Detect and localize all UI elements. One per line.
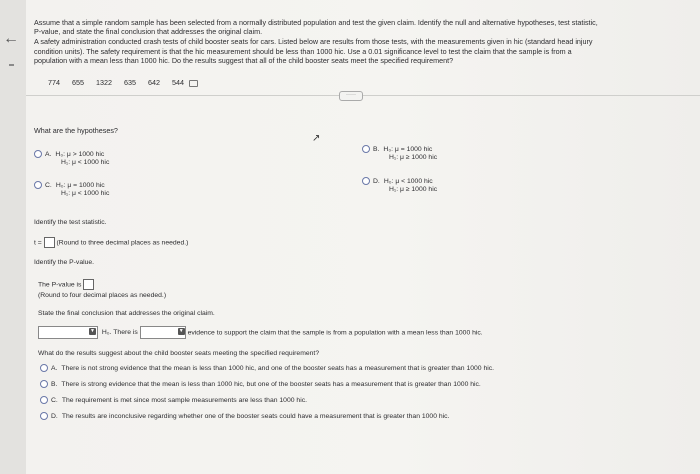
option-letter: D.	[51, 412, 58, 420]
radio-button[interactable]	[40, 380, 48, 388]
conclusion-row	[38, 326, 483, 339]
p-value-prompt: Identify the P-value.	[34, 259, 95, 266]
option-letter: C.	[45, 181, 52, 189]
alt-hypothesis: H₁: μ ≥ 1000 hic	[389, 153, 438, 161]
hypothesis-option-b[interactable]	[362, 145, 437, 162]
data-value: 544	[172, 78, 184, 87]
rounding-hint: (Round to four decimal places as needed.)	[38, 292, 167, 299]
radio-button[interactable]	[34, 181, 42, 189]
null-hypothesis: H₀: μ > 1000 hic	[55, 150, 105, 158]
p-value-row	[38, 279, 94, 290]
radio-button[interactable]	[40, 364, 48, 372]
alt-hypothesis: H₁: μ ≥ 1000 hic	[389, 185, 438, 193]
radio-button[interactable]	[40, 396, 48, 404]
question-intro	[34, 18, 694, 65]
intro-line: A safety administration conducted crash tests of child booster seats for cars. Listed below are results from those tests, with the measurements given in hic (standard head injury	[34, 37, 593, 47]
test-statistic-prompt: Identify the test statistic.	[34, 219, 107, 226]
data-value: 1322	[96, 78, 112, 87]
copy-data-icon[interactable]	[189, 80, 198, 87]
rounding-hint: (Round to three decimal places as needed.)	[56, 239, 189, 247]
requirement-option-d[interactable]	[40, 412, 449, 421]
null-hypothesis: H₀: μ = 1000 hic	[383, 145, 433, 153]
h0-label: H₀. There is	[101, 329, 138, 337]
dropdown-arrow-icon: ▼	[178, 328, 184, 334]
null-hypothesis: H₀: μ = 1000 hic	[55, 181, 105, 189]
requirement-option-a[interactable]	[40, 364, 494, 373]
null-hypothesis: H₀: μ < 1000 hic	[383, 177, 433, 185]
option-text: There is strong evidence that the mean is less than 1000 hic, but one of the booster seats has a measurement that is greater than 1000 hic.	[61, 380, 481, 388]
hypothesis-option-a[interactable]	[34, 150, 109, 167]
option-letter: B.	[373, 145, 380, 153]
hypotheses-prompt: What are the hypotheses?	[34, 126, 118, 135]
option-text: There is not strong evidence that the mean is less than 1000 hic, and one of the booster seats has a measurement that is greater than 1000 hic.	[61, 364, 495, 372]
radio-button[interactable]	[34, 150, 42, 158]
conclusion-tail: evidence to support the claim that the sample is from a population with a mean less than 1000 hic.	[187, 329, 483, 337]
option-letter: A.	[45, 150, 52, 158]
radio-button[interactable]	[362, 177, 370, 185]
intro-line: condition units). The safety requirement is that the hic measurement should be less than 1000 hic. Use a 0.01 significance level to test the claim that the sample is from a	[34, 46, 572, 56]
requirement-prompt: What do the results suggest about the child booster seats meeting the specified requirement?	[38, 350, 320, 357]
test-statistic-row	[34, 237, 188, 248]
back-arrow-icon[interactable]: ←	[3, 30, 19, 47]
reject-decision-select[interactable]	[38, 326, 98, 339]
mouse-cursor-icon: ↗	[312, 133, 321, 144]
requirement-option-b[interactable]	[40, 380, 481, 389]
option-letter: C.	[51, 396, 58, 404]
data-value: 642	[148, 78, 160, 87]
radio-button[interactable]	[40, 412, 48, 420]
hypothesis-option-d[interactable]	[362, 177, 437, 194]
left-nav-bar	[0, 0, 26, 474]
p-value-input[interactable]	[83, 279, 94, 290]
intro-line: Assume that a simple random sample has been selected from a normally distributed population and test the given claim. Identify the null and alternative hypotheses, test statistic,	[34, 18, 598, 27]
question-panel	[26, 0, 700, 474]
requirement-option-c[interactable]	[40, 396, 307, 405]
intro-line: population with a mean less than 1000 hic. Do the results suggest that all of the child booster seats meet the specified requirement?	[34, 55, 454, 65]
p-value-label: The P-value is	[38, 281, 82, 289]
radio-button[interactable]	[362, 145, 370, 153]
collapse-dash-icon[interactable]	[9, 64, 14, 66]
alt-hypothesis: H₁: μ < 1000 hic	[61, 158, 110, 166]
conclusion-prompt: State the final conclusion that addresses the original claim.	[38, 310, 215, 317]
data-values-row	[48, 78, 208, 87]
section-divider	[26, 95, 700, 96]
expand-more-button[interactable]: ·····	[339, 91, 363, 101]
t-label: t =	[34, 239, 42, 247]
evidence-select[interactable]	[140, 326, 186, 339]
test-statistic-input[interactable]	[44, 237, 55, 248]
data-value: 774	[48, 78, 60, 87]
option-letter: B.	[51, 380, 58, 388]
option-letter: D.	[373, 177, 380, 185]
dropdown-arrow-icon: ▼	[90, 328, 95, 334]
option-text: The requirement is met since most sample measurements are less than 1000 hic.	[61, 396, 307, 404]
intro-line: P-value, and state the final conclusion that addresses the original claim.	[34, 27, 263, 37]
hypothesis-option-c[interactable]	[34, 181, 109, 198]
data-value: 635	[124, 78, 136, 87]
option-letter: A.	[51, 364, 58, 372]
data-value: 655	[72, 78, 84, 87]
option-text: The results are inconclusive regarding whether one of the booster seats could have a measurement that is greater than 1000 hic.	[61, 412, 450, 420]
alt-hypothesis: H₁: μ < 1000 hic	[61, 189, 110, 197]
